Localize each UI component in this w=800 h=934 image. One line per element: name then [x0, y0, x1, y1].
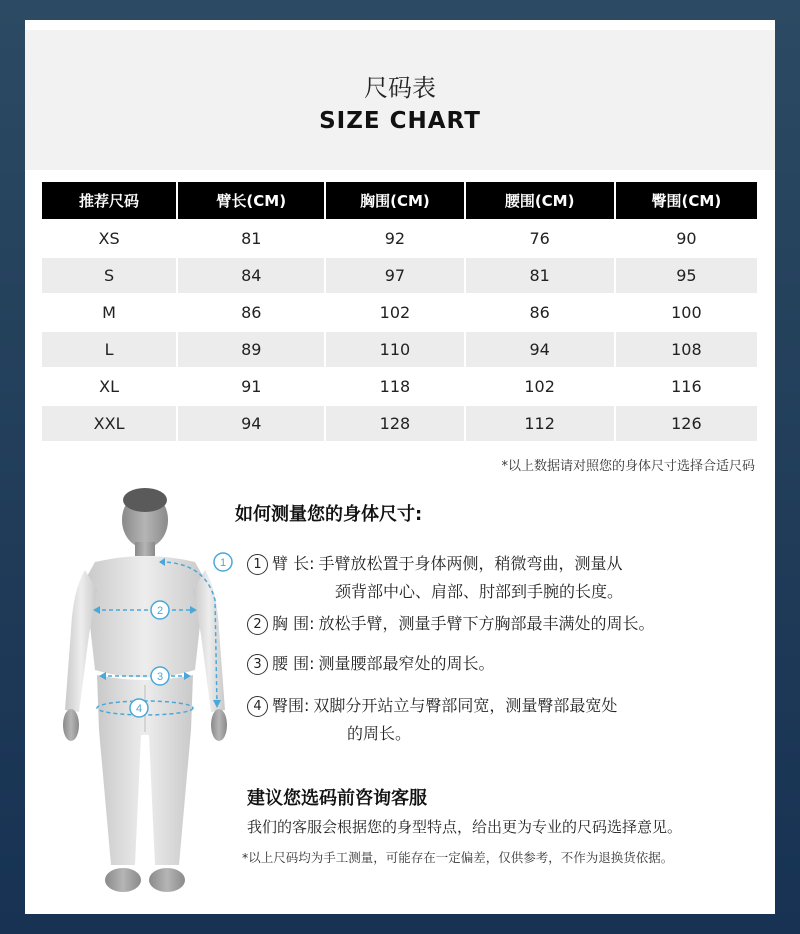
table-row [42, 330, 757, 367]
how-to-measure-title: 如何测量您的身体尺寸: [235, 504, 423, 525]
cell-chest: 128 [326, 404, 463, 441]
page-header [25, 30, 775, 170]
cell-waist: 112 [466, 404, 614, 441]
cell-size: M [42, 293, 176, 330]
table-header-row [42, 182, 757, 219]
cell-size: S [42, 256, 176, 293]
note-size-reference: *以上数据请对照您的身体尺寸选择合适尺码 [501, 459, 755, 474]
cell-arm: 81 [178, 219, 324, 256]
cell-arm: 84 [178, 256, 324, 293]
item-label: 腰 围: [272, 654, 315, 673]
table-row [42, 404, 757, 441]
item-text-line1: 放松手臂，测量手臂下方胸部最丰满处的周长。 [318, 614, 655, 633]
table-row [42, 293, 757, 330]
cell-chest: 118 [326, 367, 463, 404]
cell-size: XS [42, 219, 176, 256]
cell-chest: 102 [326, 293, 463, 330]
marker-4-label: 4 [135, 703, 143, 715]
cell-waist: 86 [466, 293, 614, 330]
cell-hip: 90 [616, 219, 757, 256]
cell-chest: 97 [326, 256, 463, 293]
marker-1-label: 1 [219, 557, 227, 569]
item-number-badge: 3 [247, 654, 268, 675]
marker-2-label: 2 [156, 605, 164, 617]
marker-3-label: 3 [156, 671, 164, 683]
item-label: 臂 长: [272, 554, 315, 573]
cell-arm: 91 [178, 367, 324, 404]
cell-chest: 92 [326, 219, 463, 256]
item-text-line2: 的周长。 [347, 724, 412, 743]
item-text-line2: 颈背部中心、肩部、肘部到手腕的长度。 [335, 582, 624, 601]
cell-waist: 94 [466, 330, 614, 367]
item-number-badge: 4 [247, 696, 268, 717]
cell-hip: 108 [616, 330, 757, 367]
table-row [42, 219, 757, 256]
table-row [42, 256, 757, 293]
measure-item-hip [247, 692, 617, 748]
item-label: 胸 围: [272, 614, 315, 633]
col-header-chest: 胸围(CM) [326, 182, 463, 219]
cell-arm: 94 [178, 404, 324, 441]
table-row [42, 367, 757, 404]
measure-item-chest [247, 610, 655, 638]
cell-size: XL [42, 367, 176, 404]
cell-waist: 76 [466, 219, 614, 256]
advice-title: 建议您选码前咨询客服 [247, 788, 427, 809]
col-header-waist: 腰围(CM) [466, 182, 614, 219]
item-number-badge: 2 [247, 614, 268, 635]
item-number-badge: 1 [247, 554, 268, 575]
item-label: 臀围: [272, 696, 310, 715]
size-table [40, 182, 759, 441]
arm-marker-badge [214, 553, 232, 571]
cell-chest: 110 [326, 330, 463, 367]
cell-waist: 102 [466, 367, 614, 404]
advice-text: 我们的客服会根据您的身型特点，给出更为专业的尺码选择意见。 [247, 818, 683, 836]
cell-hip: 95 [616, 256, 757, 293]
cell-hip: 126 [616, 404, 757, 441]
title-english: SIZE CHART [319, 108, 481, 134]
body-figure-illustration [55, 470, 235, 900]
title-chinese: 尺码表 [364, 74, 436, 102]
cell-hip: 100 [616, 293, 757, 330]
col-header-size: 推荐尺码 [42, 182, 176, 219]
col-header-hip: 臀围(CM) [616, 182, 757, 219]
cell-hip: 116 [616, 367, 757, 404]
item-text-line1: 双脚分开站立与臀部同宽，测量臀部最宽处 [313, 696, 618, 715]
cell-size: XXL [42, 404, 176, 441]
note-measurement-disclaimer: *以上尺码均为手工测量，可能存在一定偏差，仅供参考，不作为退换货依据。 [242, 850, 674, 865]
item-text-line1: 测量腰部最窄处的周长。 [318, 654, 495, 673]
col-header-arm: 臂长(CM) [178, 182, 324, 219]
cell-waist: 81 [466, 256, 614, 293]
item-text-line1: 手臂放松置于身体两侧，稍微弯曲，测量从 [318, 554, 623, 573]
cell-arm: 86 [178, 293, 324, 330]
cell-arm: 89 [178, 330, 324, 367]
measure-item-waist [247, 650, 495, 678]
size-chart-card [25, 20, 775, 914]
cell-size: L [42, 330, 176, 367]
measure-item-arm [247, 550, 623, 606]
